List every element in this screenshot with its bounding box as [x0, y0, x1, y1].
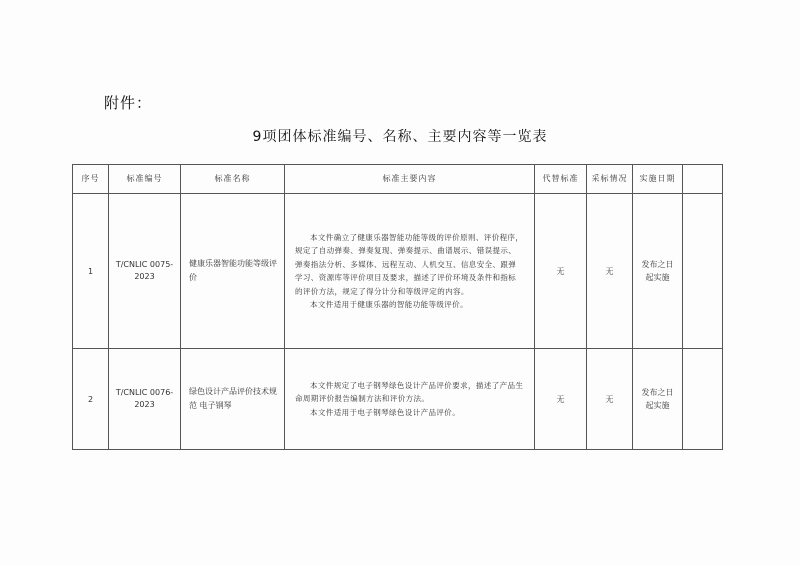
- row-content: [285, 349, 535, 450]
- header-date: 实施日期: [633, 165, 683, 194]
- row-no: 2: [73, 349, 109, 450]
- row-code: T/CNLIC 0076-2023: [109, 349, 181, 450]
- row-replaces: 无: [535, 194, 587, 349]
- row-replaces: 无: [535, 349, 587, 450]
- content-paragraph: 本文件适用于健康乐器的智能功能等级评价。: [310, 300, 468, 309]
- row-name: 健康乐器智能功能等级评价: [181, 194, 285, 349]
- content-paragraph: 本文件规定了电子钢琴绿色设计产品评价要求，描述了产品生命周期评价报告编制方法和评价方法。: [295, 380, 524, 404]
- row-date: 发布之日起实施: [633, 194, 683, 349]
- row-adoption: 无: [587, 194, 633, 349]
- header-name: 标准名称: [181, 165, 285, 194]
- row-extra: [683, 194, 723, 349]
- row-code: T/CNLIC 0075-2023: [109, 194, 181, 349]
- table-row: [73, 349, 723, 450]
- standards-table: [72, 164, 723, 450]
- header-content: 标准主要内容: [285, 165, 535, 194]
- document-title: 9项团体标准编号、名称、主要内容等一览表: [252, 129, 548, 145]
- header-replaces: 代替标准: [535, 165, 587, 194]
- row-no: 1: [73, 194, 109, 349]
- table-header-row: [73, 165, 723, 194]
- row-extra: [683, 349, 723, 450]
- row-adoption: 无: [587, 349, 633, 450]
- row-name: 绿色设计产品评价技术规范 电子钢琴: [181, 349, 285, 450]
- table-row: [73, 194, 723, 349]
- row-date: 发布之日起实施: [633, 349, 683, 450]
- header-no: 序号: [73, 165, 109, 194]
- header-adoption: 采标情况: [587, 165, 633, 194]
- content-paragraph: 本文件确立了健康乐器智能功能等级的评价原则、评价程序，规定了自动弹奏、弹奏复现、弹奏提示、曲谱展示、错误提示、弹奏指法分析、多媒体、远程互动、人机交互、信息安全、跟弹学习、资源库等评价项目及要求，描述了评价环境及条件和指标的评价方法，规定了得分计分和等级评定的内容。: [295, 232, 524, 296]
- header-extra: [683, 165, 723, 194]
- header-code: 标准编号: [109, 165, 181, 194]
- row-content: [285, 194, 535, 349]
- content-paragraph: 本文件适用于电子钢琴绿色设计产品评价。: [310, 407, 461, 417]
- attachment-label: 附件：: [104, 94, 153, 112]
